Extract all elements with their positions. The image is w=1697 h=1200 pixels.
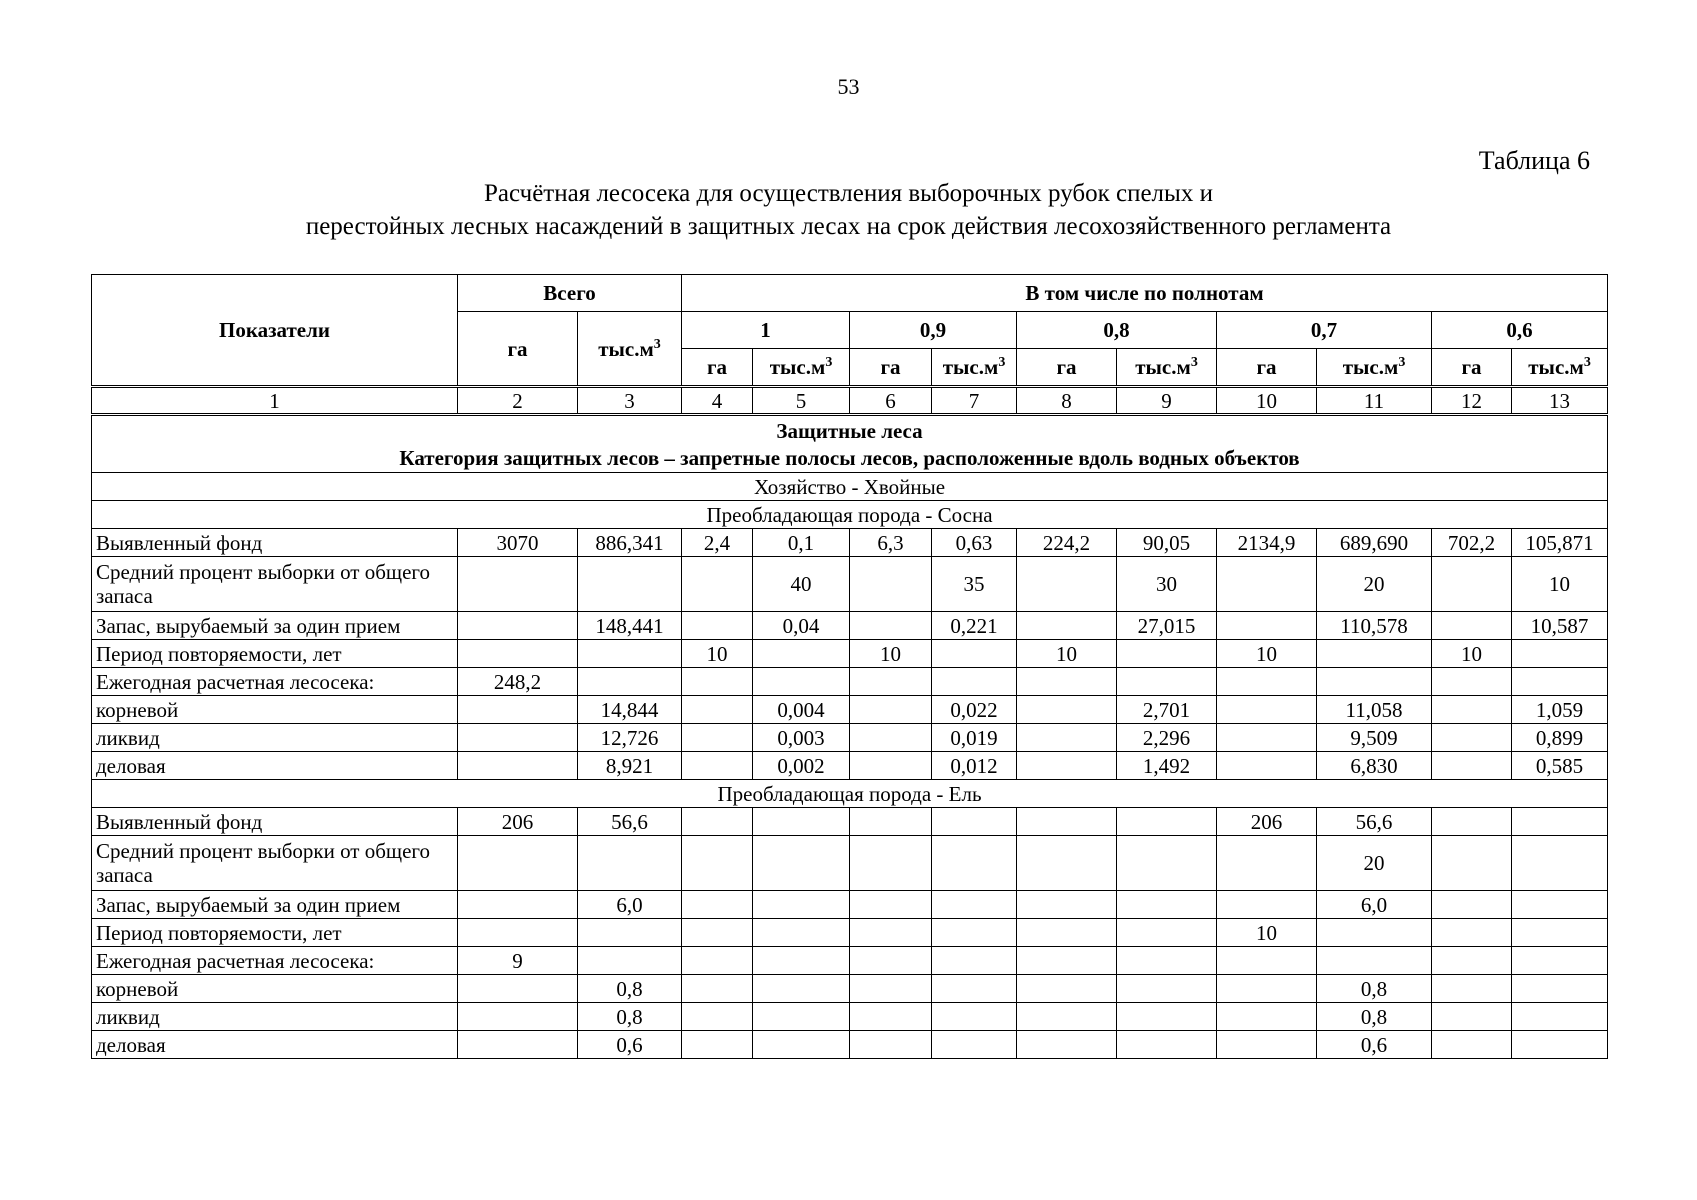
table-cell <box>753 947 850 975</box>
table-cell <box>932 668 1017 696</box>
table-cell <box>682 891 753 919</box>
table-cell <box>1217 947 1317 975</box>
table-cell <box>682 975 753 1003</box>
column-number: 5 <box>753 387 850 415</box>
table-cell <box>850 724 932 752</box>
table-cell <box>850 752 932 780</box>
table-row <box>92 1003 1608 1031</box>
table-cell <box>1017 836 1117 891</box>
table-cell: 2,701 <box>1117 696 1217 724</box>
row-label: Выявленный фонд <box>92 808 458 836</box>
section-title: Защитные леса <box>776 419 923 443</box>
table-cell <box>753 668 850 696</box>
table-row <box>92 836 1608 891</box>
table-cell <box>682 808 753 836</box>
table-cell <box>458 724 578 752</box>
column-number: 2 <box>458 387 578 415</box>
table-cell: 0,012 <box>932 752 1017 780</box>
header-unit-ha: га <box>1432 349 1512 387</box>
column-number: 4 <box>682 387 753 415</box>
table-cell <box>1217 557 1317 612</box>
table-cell <box>1017 808 1117 836</box>
table-cell <box>1512 1003 1608 1031</box>
header-unit-thous-m3: $тыс.м^3$ <box>932 349 1017 387</box>
table-title <box>0 177 1697 243</box>
table-cell: 56,6 <box>578 808 682 836</box>
table-cell <box>682 1003 753 1031</box>
table-cell <box>682 836 753 891</box>
table-cell <box>1017 696 1117 724</box>
table-cell <box>458 612 578 640</box>
table-cell <box>1017 1031 1117 1059</box>
table-row <box>92 640 1608 668</box>
table-row <box>92 724 1608 752</box>
table-cell <box>932 808 1017 836</box>
table-cell: 0,899 <box>1512 724 1608 752</box>
table-cell <box>932 975 1017 1003</box>
table-row <box>92 975 1608 1003</box>
column-number: 9 <box>1117 387 1217 415</box>
table-cell <box>1117 668 1217 696</box>
header-total-thous-m3: $тыс.м^3$ <box>578 312 682 387</box>
table-cell: 148,441 <box>578 612 682 640</box>
table-cell <box>1217 668 1317 696</box>
table-row <box>92 668 1608 696</box>
table-cell <box>1117 1031 1217 1059</box>
table-cell <box>578 557 682 612</box>
table-row <box>92 947 1608 975</box>
table-cell: 6,830 <box>1317 752 1432 780</box>
table-cell: 0,8 <box>1317 975 1432 1003</box>
table-cell: 702,2 <box>1432 529 1512 557</box>
table-cell: 1,059 <box>1512 696 1608 724</box>
table-cell: 9,509 <box>1317 724 1432 752</box>
table-cell: 0,1 <box>753 529 850 557</box>
table-cell: 27,015 <box>1117 612 1217 640</box>
economy-heading: Хозяйство - Хвойные <box>92 473 1608 501</box>
table-cell: 0,8 <box>578 975 682 1003</box>
table-cell <box>458 1003 578 1031</box>
table-cell <box>1117 975 1217 1003</box>
table-cell: 105,871 <box>1512 529 1608 557</box>
table-cell <box>850 1031 932 1059</box>
table-cell <box>1017 919 1117 947</box>
column-number: 10 <box>1217 387 1317 415</box>
table-cell: 10 <box>1512 557 1608 612</box>
column-number: 7 <box>932 387 1017 415</box>
row-label: ликвид <box>92 724 458 752</box>
row-label: ликвид <box>92 1003 458 1031</box>
table-cell <box>682 724 753 752</box>
table-row <box>92 557 1608 612</box>
header-unit-ha: га <box>1217 349 1317 387</box>
header-unit-ha: га <box>682 349 753 387</box>
table-cell <box>1432 557 1512 612</box>
table-cell <box>850 696 932 724</box>
table-cell <box>1217 752 1317 780</box>
header-by-density: В том числе по полнотам <box>682 275 1608 312</box>
section-category: Категория защитных лесов – запретные полосы лесов, расположенные вдоль водных объектов <box>399 446 1300 470</box>
species-group-heading: Преобладающая порода - Сосна <box>92 501 1608 529</box>
table-row <box>92 919 1608 947</box>
table-cell: 90,05 <box>1117 529 1217 557</box>
table-cell: 110,578 <box>1317 612 1432 640</box>
header-unit-thous-m3: $тыс.м^3$ <box>753 349 850 387</box>
table-cell <box>932 947 1017 975</box>
row-label: деловая <box>92 1031 458 1059</box>
header-total: Всего <box>458 275 682 312</box>
table-cell <box>1117 947 1217 975</box>
row-label: Запас, вырубаемый за один прием <box>92 612 458 640</box>
table-cell <box>1512 808 1608 836</box>
table-cell <box>850 557 932 612</box>
table-cell <box>753 1031 850 1059</box>
table-cell <box>1432 919 1512 947</box>
table-cell: 0,6 <box>1317 1031 1432 1059</box>
table-cell <box>1512 668 1608 696</box>
table-cell <box>753 975 850 1003</box>
table-cell <box>932 891 1017 919</box>
table-cell: 3070 <box>458 529 578 557</box>
table-cell <box>1317 947 1432 975</box>
table-cell <box>458 975 578 1003</box>
row-label: Средний процент выборки от общего запаса <box>92 836 458 891</box>
table-cell <box>932 1003 1017 1031</box>
row-label: Ежегодная расчетная лесосека: <box>92 668 458 696</box>
table-cell <box>1117 919 1217 947</box>
table-cell: 0,6 <box>578 1031 682 1059</box>
table-row <box>92 529 1608 557</box>
table-cell <box>753 919 850 947</box>
column-number: 13 <box>1512 387 1608 415</box>
column-number: 11 <box>1317 387 1432 415</box>
column-numbers-row <box>92 387 1608 415</box>
table-cell <box>1217 836 1317 891</box>
table-cell <box>1512 975 1608 1003</box>
table-cell <box>1017 891 1117 919</box>
table-row <box>92 891 1608 919</box>
table-cell <box>458 836 578 891</box>
table-cell <box>1217 891 1317 919</box>
table-cell <box>1432 808 1512 836</box>
table-cell: 10 <box>1217 919 1317 947</box>
header-density-0-7: 0,7 <box>1217 312 1432 349</box>
table-cell <box>682 752 753 780</box>
row-label: деловая <box>92 752 458 780</box>
table-cell: 35 <box>932 557 1017 612</box>
column-number: 6 <box>850 387 932 415</box>
table-cell <box>1512 919 1608 947</box>
table-row <box>92 1031 1608 1059</box>
table-cell <box>850 612 932 640</box>
table-cell <box>1317 668 1432 696</box>
table-cell <box>1512 891 1608 919</box>
table-cell: 2,4 <box>682 529 753 557</box>
table-cell <box>1512 1031 1608 1059</box>
table-cell <box>1432 1003 1512 1031</box>
table-cell <box>1317 919 1432 947</box>
table-cell <box>850 668 932 696</box>
column-number: 12 <box>1432 387 1512 415</box>
table-cell: 886,341 <box>578 529 682 557</box>
row-label: Средний процент выборки от общего запаса <box>92 557 458 612</box>
table-cell: 0,8 <box>578 1003 682 1031</box>
table-cell <box>932 1031 1017 1059</box>
table-cell: 11,058 <box>1317 696 1432 724</box>
table-cell <box>850 836 932 891</box>
header-unit-thous-m3: $тыс.м^3$ <box>1317 349 1432 387</box>
table-cell <box>1512 947 1608 975</box>
table-label: Таблица 6 <box>1478 146 1590 175</box>
header-unit-ha: га <box>850 349 932 387</box>
table-cell: 10 <box>850 640 932 668</box>
row-label: корневой <box>92 975 458 1003</box>
table-header <box>92 275 1608 387</box>
title-line-2: перестойных лесных насаждений в защитных лесах на срок действия лесохозяйственного регламента <box>305 213 1392 240</box>
table-cell <box>1432 947 1512 975</box>
title-line-1: Расчётная лесосека для осуществления выборочных рубок спелых и <box>484 180 1213 207</box>
column-number: 1 <box>92 387 458 415</box>
table-cell: 40 <box>753 557 850 612</box>
table-cell <box>1512 640 1608 668</box>
table-cell <box>850 891 932 919</box>
table-cell <box>1432 696 1512 724</box>
table-cell <box>753 1003 850 1031</box>
table-cell: 0,004 <box>753 696 850 724</box>
header-unit-thous-m3: $тыс.м^3$ <box>1117 349 1217 387</box>
table-cell: 12,726 <box>578 724 682 752</box>
table-cell: 0,003 <box>753 724 850 752</box>
table-cell <box>1017 947 1117 975</box>
table-cell <box>932 640 1017 668</box>
table-cell <box>1217 696 1317 724</box>
table-body <box>92 387 1608 1059</box>
table-cell: 10 <box>682 640 753 668</box>
table-cell: 0,221 <box>932 612 1017 640</box>
table-cell: 0,022 <box>932 696 1017 724</box>
table-cell <box>850 919 932 947</box>
table-cell <box>850 947 932 975</box>
table-cell <box>458 640 578 668</box>
table-cell <box>850 808 932 836</box>
table-cell <box>458 891 578 919</box>
species-group-heading: Преобладающая порода - Ель <box>92 780 1608 808</box>
table-cell <box>1217 724 1317 752</box>
table-cell: 9 <box>458 947 578 975</box>
table-cell <box>1512 836 1608 891</box>
table-cell <box>1017 557 1117 612</box>
table-cell <box>1432 668 1512 696</box>
table-cell <box>1432 975 1512 1003</box>
header-density-0-9: 0,9 <box>850 312 1017 349</box>
table-cell <box>682 612 753 640</box>
table-cell <box>1432 836 1512 891</box>
table-cell <box>932 919 1017 947</box>
column-number: 8 <box>1017 387 1117 415</box>
table-cell: 0,585 <box>1512 752 1608 780</box>
table-cell: 206 <box>1217 808 1317 836</box>
table-cell <box>682 668 753 696</box>
table-cell <box>753 836 850 891</box>
table-cell: 0,8 <box>1317 1003 1432 1031</box>
header-density-0-8: 0,8 <box>1017 312 1217 349</box>
forest-cutting-table <box>91 274 1608 1059</box>
table-cell: 2,296 <box>1117 724 1217 752</box>
table-cell: 2134,9 <box>1217 529 1317 557</box>
table-cell <box>850 1003 932 1031</box>
table-cell: 689,690 <box>1317 529 1432 557</box>
table-row <box>92 696 1608 724</box>
table-cell <box>1432 752 1512 780</box>
table-cell <box>1217 1031 1317 1059</box>
table-cell <box>1432 1031 1512 1059</box>
row-label: Запас, вырубаемый за один прием <box>92 891 458 919</box>
table-cell <box>850 975 932 1003</box>
table-cell: 56,6 <box>1317 808 1432 836</box>
table-cell <box>458 557 578 612</box>
table-cell <box>578 947 682 975</box>
table-cell <box>1217 1003 1317 1031</box>
table-cell <box>1017 612 1117 640</box>
row-label: Период повторяемости, лет <box>92 919 458 947</box>
table-cell: 224,2 <box>1017 529 1117 557</box>
table-cell: 10,587 <box>1512 612 1608 640</box>
column-number: 3 <box>578 387 682 415</box>
table-cell <box>458 752 578 780</box>
table-cell: 0,019 <box>932 724 1017 752</box>
table-cell <box>932 836 1017 891</box>
row-label: Период повторяемости, лет <box>92 640 458 668</box>
table-cell: 6,0 <box>1317 891 1432 919</box>
table-cell <box>1117 808 1217 836</box>
table-cell <box>1017 975 1117 1003</box>
table-cell <box>1432 891 1512 919</box>
table-cell: 206 <box>458 808 578 836</box>
table-cell: 248,2 <box>458 668 578 696</box>
table-cell <box>1117 836 1217 891</box>
row-label: корневой <box>92 696 458 724</box>
table-cell: 30 <box>1117 557 1217 612</box>
table-cell: 0,002 <box>753 752 850 780</box>
table-row <box>92 752 1608 780</box>
table-cell: 0,04 <box>753 612 850 640</box>
table-cell <box>458 696 578 724</box>
table-cell <box>1217 975 1317 1003</box>
table-cell <box>1017 724 1117 752</box>
table-cell: 6,0 <box>578 891 682 919</box>
row-label: Ежегодная расчетная лесосека: <box>92 947 458 975</box>
header-total-ha: га <box>458 312 578 387</box>
table-cell: 14,844 <box>578 696 682 724</box>
table-cell <box>458 1031 578 1059</box>
table-cell <box>682 696 753 724</box>
section-heading <box>92 415 1608 473</box>
table-cell: 6,3 <box>850 529 932 557</box>
table-cell <box>753 640 850 668</box>
table-cell <box>682 947 753 975</box>
header-density-1: 1 <box>682 312 850 349</box>
table-cell <box>1432 612 1512 640</box>
header-unit-ha: га <box>1017 349 1117 387</box>
table-cell: 0,63 <box>932 529 1017 557</box>
table-row <box>92 612 1608 640</box>
table-cell: 1,492 <box>1117 752 1217 780</box>
table-cell <box>1217 612 1317 640</box>
table-cell <box>578 836 682 891</box>
table-cell <box>1117 640 1217 668</box>
header-unit-thous-m3: $тыс.м^3$ <box>1512 349 1608 387</box>
table-cell <box>1017 752 1117 780</box>
row-label: Выявленный фонд <box>92 529 458 557</box>
table-cell <box>1117 1003 1217 1031</box>
table-cell <box>682 919 753 947</box>
table-cell <box>1017 668 1117 696</box>
table-cell: 10 <box>1432 640 1512 668</box>
header-density-0-6: 0,6 <box>1432 312 1608 349</box>
table-cell <box>1432 724 1512 752</box>
table-cell <box>1017 1003 1117 1031</box>
page-number: 53 <box>837 74 860 99</box>
table-cell <box>753 808 850 836</box>
table-cell <box>1117 891 1217 919</box>
table-cell <box>1317 640 1432 668</box>
table-row <box>92 808 1608 836</box>
table-cell <box>578 919 682 947</box>
table-cell: 20 <box>1317 836 1432 891</box>
table-cell: 20 <box>1317 557 1432 612</box>
header-indicators: Показатели <box>92 275 458 387</box>
table-cell <box>578 640 682 668</box>
table-cell <box>578 668 682 696</box>
table-cell <box>682 1031 753 1059</box>
table-cell <box>682 557 753 612</box>
table-cell: 10 <box>1217 640 1317 668</box>
table-cell <box>458 919 578 947</box>
table-cell: 10 <box>1017 640 1117 668</box>
table-cell: 8,921 <box>578 752 682 780</box>
table-cell <box>753 891 850 919</box>
